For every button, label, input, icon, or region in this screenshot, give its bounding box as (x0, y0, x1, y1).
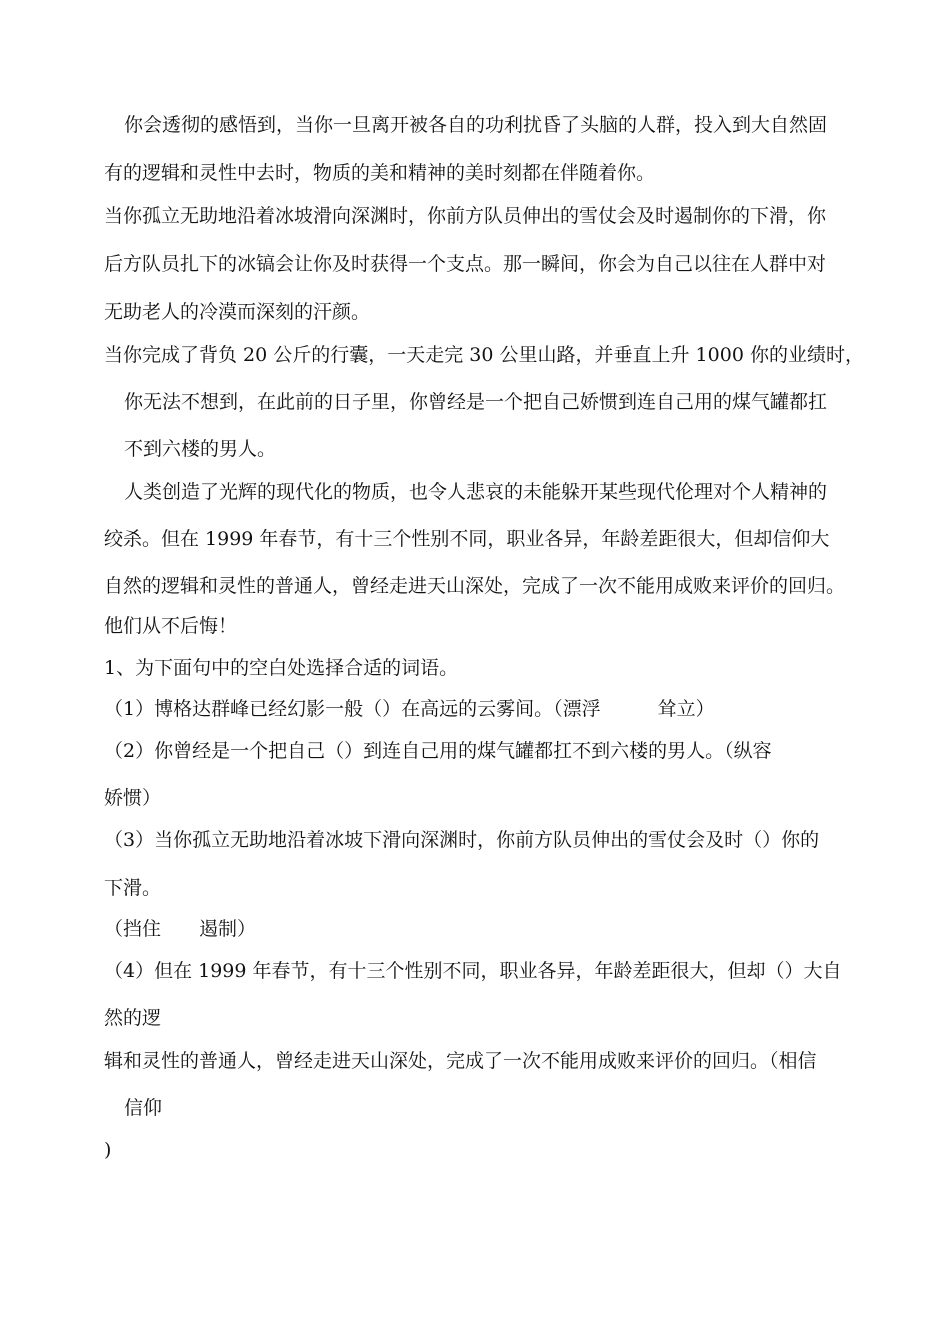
question-item: （2）你曾经是一个把自己（）到连自己用的煤气罐都扛不到六楼的男人。（纵容 (104, 740, 772, 762)
paragraph-line: 自然的逻辑和灵性的普通人，曾经走进天山深处，完成了一次不能用成败来评价的回归。 (104, 575, 846, 597)
question-heading: 1、为下面句中的空白处选择合适的词语。 (104, 657, 459, 679)
paragraph-line: 人类创造了光辉的现代化的物质，也令人悲哀的未能躲开某些现代伦理对个人精神的 (124, 481, 828, 503)
paragraph-line: 不到六楼的男人。 (124, 438, 277, 460)
paragraph-line: 有的逻辑和灵性中去时，物质的美和精神的美时刻都在伴随着你。 (104, 162, 656, 184)
question-item: 下滑。 (104, 877, 162, 899)
question-item: （3）当你孤立无助地沿着冰坡下滑向深渊时，你前方队员伸出的雪仗会及时（）你的 (104, 829, 820, 851)
question-item: （1）博格达群峰已经幻影一般（）在高远的云雾间。（漂浮 耸立） (104, 698, 715, 720)
paragraph-line: 绞杀。但在 1999 年春节，有十三个性别不同，职业各异，年龄差距很大，但却信仰大 (104, 528, 830, 550)
paragraph-line: 后方队员扎下的冰镐会让你及时获得一个支点。那一瞬间，你会为自己以往在人群中对 (104, 253, 827, 275)
paragraph-line: 无助老人的冷漠而深刻的汗颜。 (104, 301, 371, 323)
question-item: ) (104, 1139, 112, 1161)
question-item: 然的逻 (104, 1007, 162, 1029)
question-item: 辑和灵性的普通人，曾经走进天山深处，完成了一次不能用成败来评价的回归。（相信 (104, 1050, 817, 1072)
question-item: （挡住 遏制） (104, 918, 257, 940)
question-item: 娇惯） (104, 787, 162, 809)
paragraph-line: 当你完成了背负 20 公斤的行囊，一天走完 30 公里山路，并垂直上升 1000 你的业绩时， (104, 344, 864, 366)
paragraph-line: 你会透彻的感悟到，当你一旦离开被各自的功利扰昏了头脑的人群，投入到大自然固 (124, 114, 828, 136)
paragraph-line: 你无法不想到，在此前的日子里，你曾经是一个把自己娇惯到连自己用的煤气罐都扛 (124, 391, 828, 413)
question-item: （4）但在 1999 年春节，有十三个性别不同，职业各异，年龄差距很大，但却（）大自 (104, 960, 842, 982)
paragraph-line: 他们从不后悔！ (104, 615, 238, 637)
paragraph-line: 当你孤立无助地沿着冰坡滑向深渊时，你前方队员伸出的雪仗会及时遏制你的下滑，你 (104, 205, 827, 227)
question-item: 信仰 (124, 1097, 163, 1119)
